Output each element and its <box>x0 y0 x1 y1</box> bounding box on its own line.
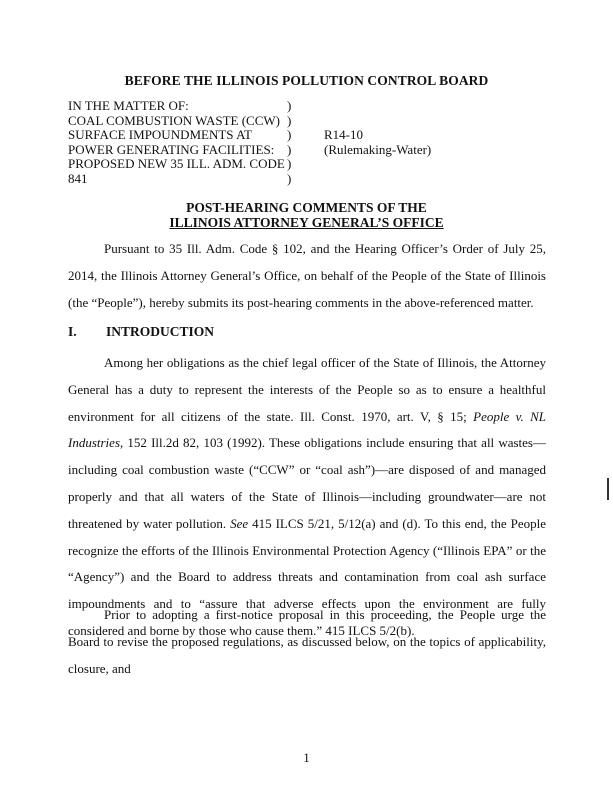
para-text: Among her obligations as the chief legal officer of the State of Illinois, the Attorney General has a duty to represent the interests of the People so as to ensure a healthful environment for all citizens of the state. Ill. Const. 1970, art. V, § 15; <box>68 355 546 424</box>
docket-type: (Rulemaking-Water) <box>324 141 432 157</box>
prior-adoption-paragraph: Prior to adopting a first-notice proposal in this proceeding, the People urge the Board to revise the proposed regulations, as discussed below, on the topics of applicability, closure, and <box>68 607 546 676</box>
caption-paren: ) <box>287 170 292 186</box>
caption-line: PROPOSED NEW 35 ILL. ADM. CODE <box>68 156 285 172</box>
section-number: I. <box>68 324 77 339</box>
caption-matter <box>68 99 283 187</box>
caption-line: IN THE MATTER OF: <box>68 98 189 113</box>
introduction-paragraph <box>68 350 546 645</box>
para-text: 415 ILCS 5/21, 5/12(a) and (d). To this end, the People recognize the efforts of the Illinois Environmental Protection Agency (“Illinois EPA” or the “Agency”) and the Board to address threats and contamination from coal ash surface impoundments and to “assure that adverse effects upon the environment are fully considered and borne by those who cause them.” 415 ILCS 5/2(b). <box>68 515 546 638</box>
title-line-1: POST-HEARING COMMENTS OF THE <box>186 200 427 215</box>
para-text: , 152 Ill.2d 82, 103 (1992). These obligations include ensuring that all wastes—including coal combustion waste (“CCW” or “coal ash”)—are disposed of and managed properly and that all waters of the State of Illinois—including groundwater—are not threatened by water pollution. <box>68 435 546 531</box>
page-number: 1 <box>303 750 310 765</box>
title-line-2: ILLINOIS ATTORNEY GENERAL’S OFFICE <box>169 215 444 230</box>
caption-line: SURFACE IMPOUNDMENTS AT <box>68 127 252 143</box>
see-signal: See <box>230 515 249 531</box>
caption-paren: ) <box>287 141 292 157</box>
caption-line: POWER GENERATING FACILITIES: <box>68 141 275 157</box>
section-title: INTRODUCTION <box>106 324 215 339</box>
caption-paren: ) <box>287 112 292 128</box>
docket-number: R14-10 <box>324 127 363 142</box>
caption-line: 841 <box>68 170 88 186</box>
caption-line: COAL COMBUSTION WASTE (CCW) <box>68 112 280 128</box>
caption-paren: ) <box>287 127 292 143</box>
margin-mark <box>607 478 609 500</box>
caption-parentheses <box>287 99 291 187</box>
caption-paren: ) <box>287 98 292 113</box>
document-title <box>0 200 613 230</box>
intro-paragraph: Pursuant to 35 Ill. Adm. Code § 102, and the Hearing Officer’s Order of July 25, 2014, the Illinois Attorney General’s Office, on behalf of the People of the State of Illinois (the “People”), hereby submits its post-hearing comments in the above-referenced matter. <box>68 241 546 310</box>
caption-docket <box>324 128 431 157</box>
board-heading: BEFORE THE ILLINOIS POLLUTION CONTROL BOARD <box>124 73 489 88</box>
section-heading <box>68 324 214 340</box>
caption-paren: ) <box>287 156 292 172</box>
case-citation: People v. NL Industries <box>68 408 546 451</box>
